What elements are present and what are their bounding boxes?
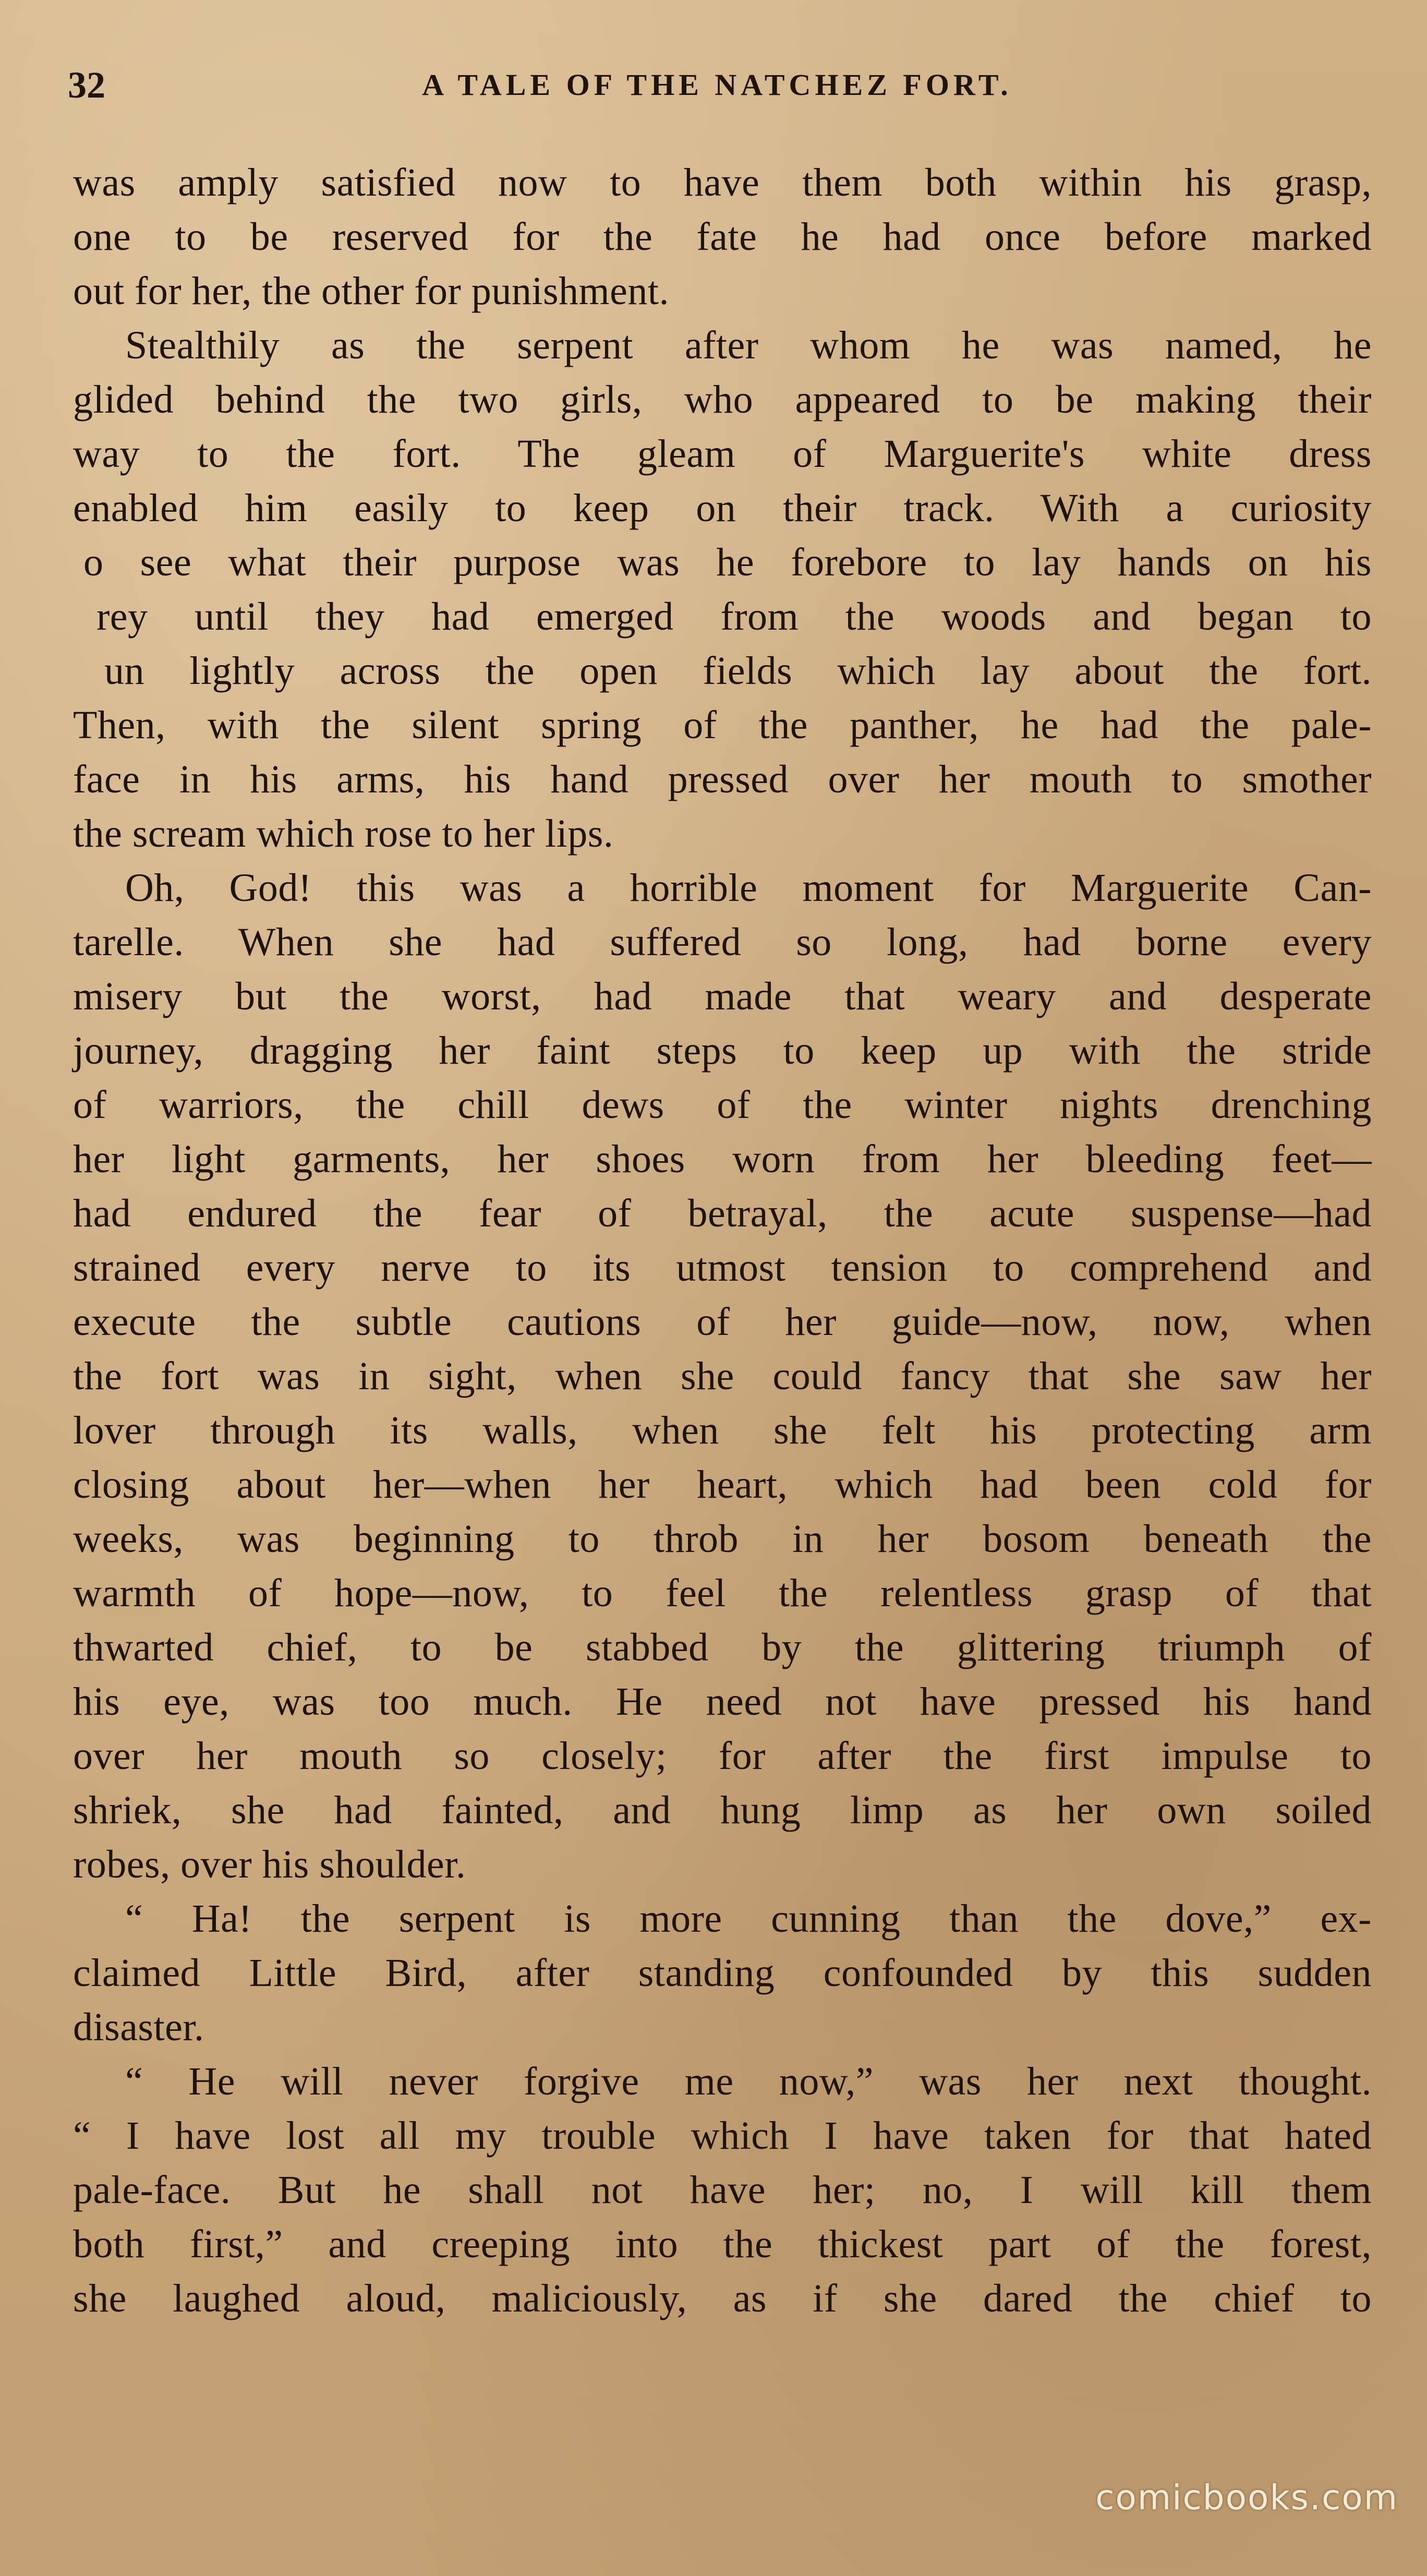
body-text (73, 155, 1372, 2326)
text-line: disaster. (73, 2005, 204, 2049)
text-line: weeks, was beginning to throb in her bosom beneath the (73, 1517, 1372, 1561)
text-line: pale-face. But he shall not have her; no, I will kill them (73, 2168, 1372, 2212)
text-line: Stealthily as the serpent after whom he was named, he (125, 323, 1372, 367)
text-line: “ I have lost all my trouble which I have taken for that hated (73, 2114, 1372, 2158)
text-line: the scream which rose to her lips. (73, 812, 614, 856)
text-line: lover through its walls, when she felt his protecting arm (73, 1409, 1372, 1452)
text-line: she laughed aloud, maliciously, as if she dared the chief to (73, 2277, 1372, 2320)
text-line: shriek, she had fainted, and hung limp as her own soiled (73, 1788, 1372, 1832)
text-line: journey, dragging her faint steps to keep up with the stride (73, 1029, 1372, 1073)
text-line: over her mouth so closely; for after the first impulse to (73, 1734, 1372, 1778)
text-line: of warriors, the chill dews of the winter nights drenching (73, 1083, 1372, 1127)
text-line: closing about her—when her heart, which had been cold for (73, 1463, 1372, 1507)
text-line: face in his arms, his hand pressed over her mouth to smother (73, 757, 1372, 801)
text-line: tarelle. When she had suffered so long, had borne every (73, 920, 1372, 964)
text-line: was amply satisfied now to have them both within his grasp, (73, 161, 1372, 204)
text-line: one to be reserved for the fate he had once before marked (73, 215, 1372, 259)
text-line: “ Ha! the serpent is more cunning than the dove,” ex- (125, 1897, 1372, 1941)
text-line: misery but the worst, had made that weary and desperate (73, 974, 1372, 1018)
page-number: 32 (68, 64, 105, 106)
text-line: un lightly across the open fields which lay about the fort. (104, 649, 1372, 693)
text-line: her light garments, her shoes worn from her bleeding feet— (73, 1137, 1372, 1181)
text-line: way to the fort. The gleam of Marguerite's white dress (73, 432, 1372, 476)
text-line: Oh, God! this was a horrible moment for Marguerite Can- (125, 866, 1372, 910)
text-line: thwarted chief, to be stabbed by the glittering triumph of (73, 1626, 1372, 1669)
text-line: warmth of hope—now, to feel the relentless grasp of that (73, 1571, 1372, 1615)
running-head: A TALE OF THE NATCHEZ FORT. (422, 68, 1012, 102)
text-line: o see what their purpose was he forebore to lay hands on his (83, 540, 1372, 584)
watermark: comicbooks.com (1095, 2477, 1398, 2518)
text-line: enabled him easily to keep on their track. With a curiosity (73, 486, 1372, 530)
text-line: his eye, was too much. He need not have pressed his hand (73, 1680, 1372, 1724)
text-line: the fort was in sight, when she could fancy that she saw her (73, 1354, 1372, 1398)
text-line: rey until they had emerged from the woods and began to (96, 595, 1372, 639)
text-line: claimed Little Bird, after standing confounded by this sudden (73, 1951, 1372, 1995)
text-line: “ He will never forgive me now,” was her next thought. (125, 2060, 1372, 2103)
text-line: both first,” and creeping into the thickest part of the forest, (73, 2222, 1372, 2266)
text-line: execute the subtle cautions of her guide—now, now, when (73, 1300, 1372, 1344)
text-line: strained every nerve to its utmost tension to comprehend and (73, 1246, 1372, 1290)
page-header (68, 56, 1366, 114)
text-line: Then, with the silent spring of the panther, he had the pale- (73, 703, 1372, 747)
text-line: robes, over his shoulder. (73, 1843, 466, 1886)
text-line: out for her, the other for punishment. (73, 269, 670, 313)
text-line: had endured the fear of betrayal, the acute suspense—had (73, 1191, 1372, 1235)
text-line: glided behind the two girls, who appeared to be making their (73, 378, 1372, 422)
